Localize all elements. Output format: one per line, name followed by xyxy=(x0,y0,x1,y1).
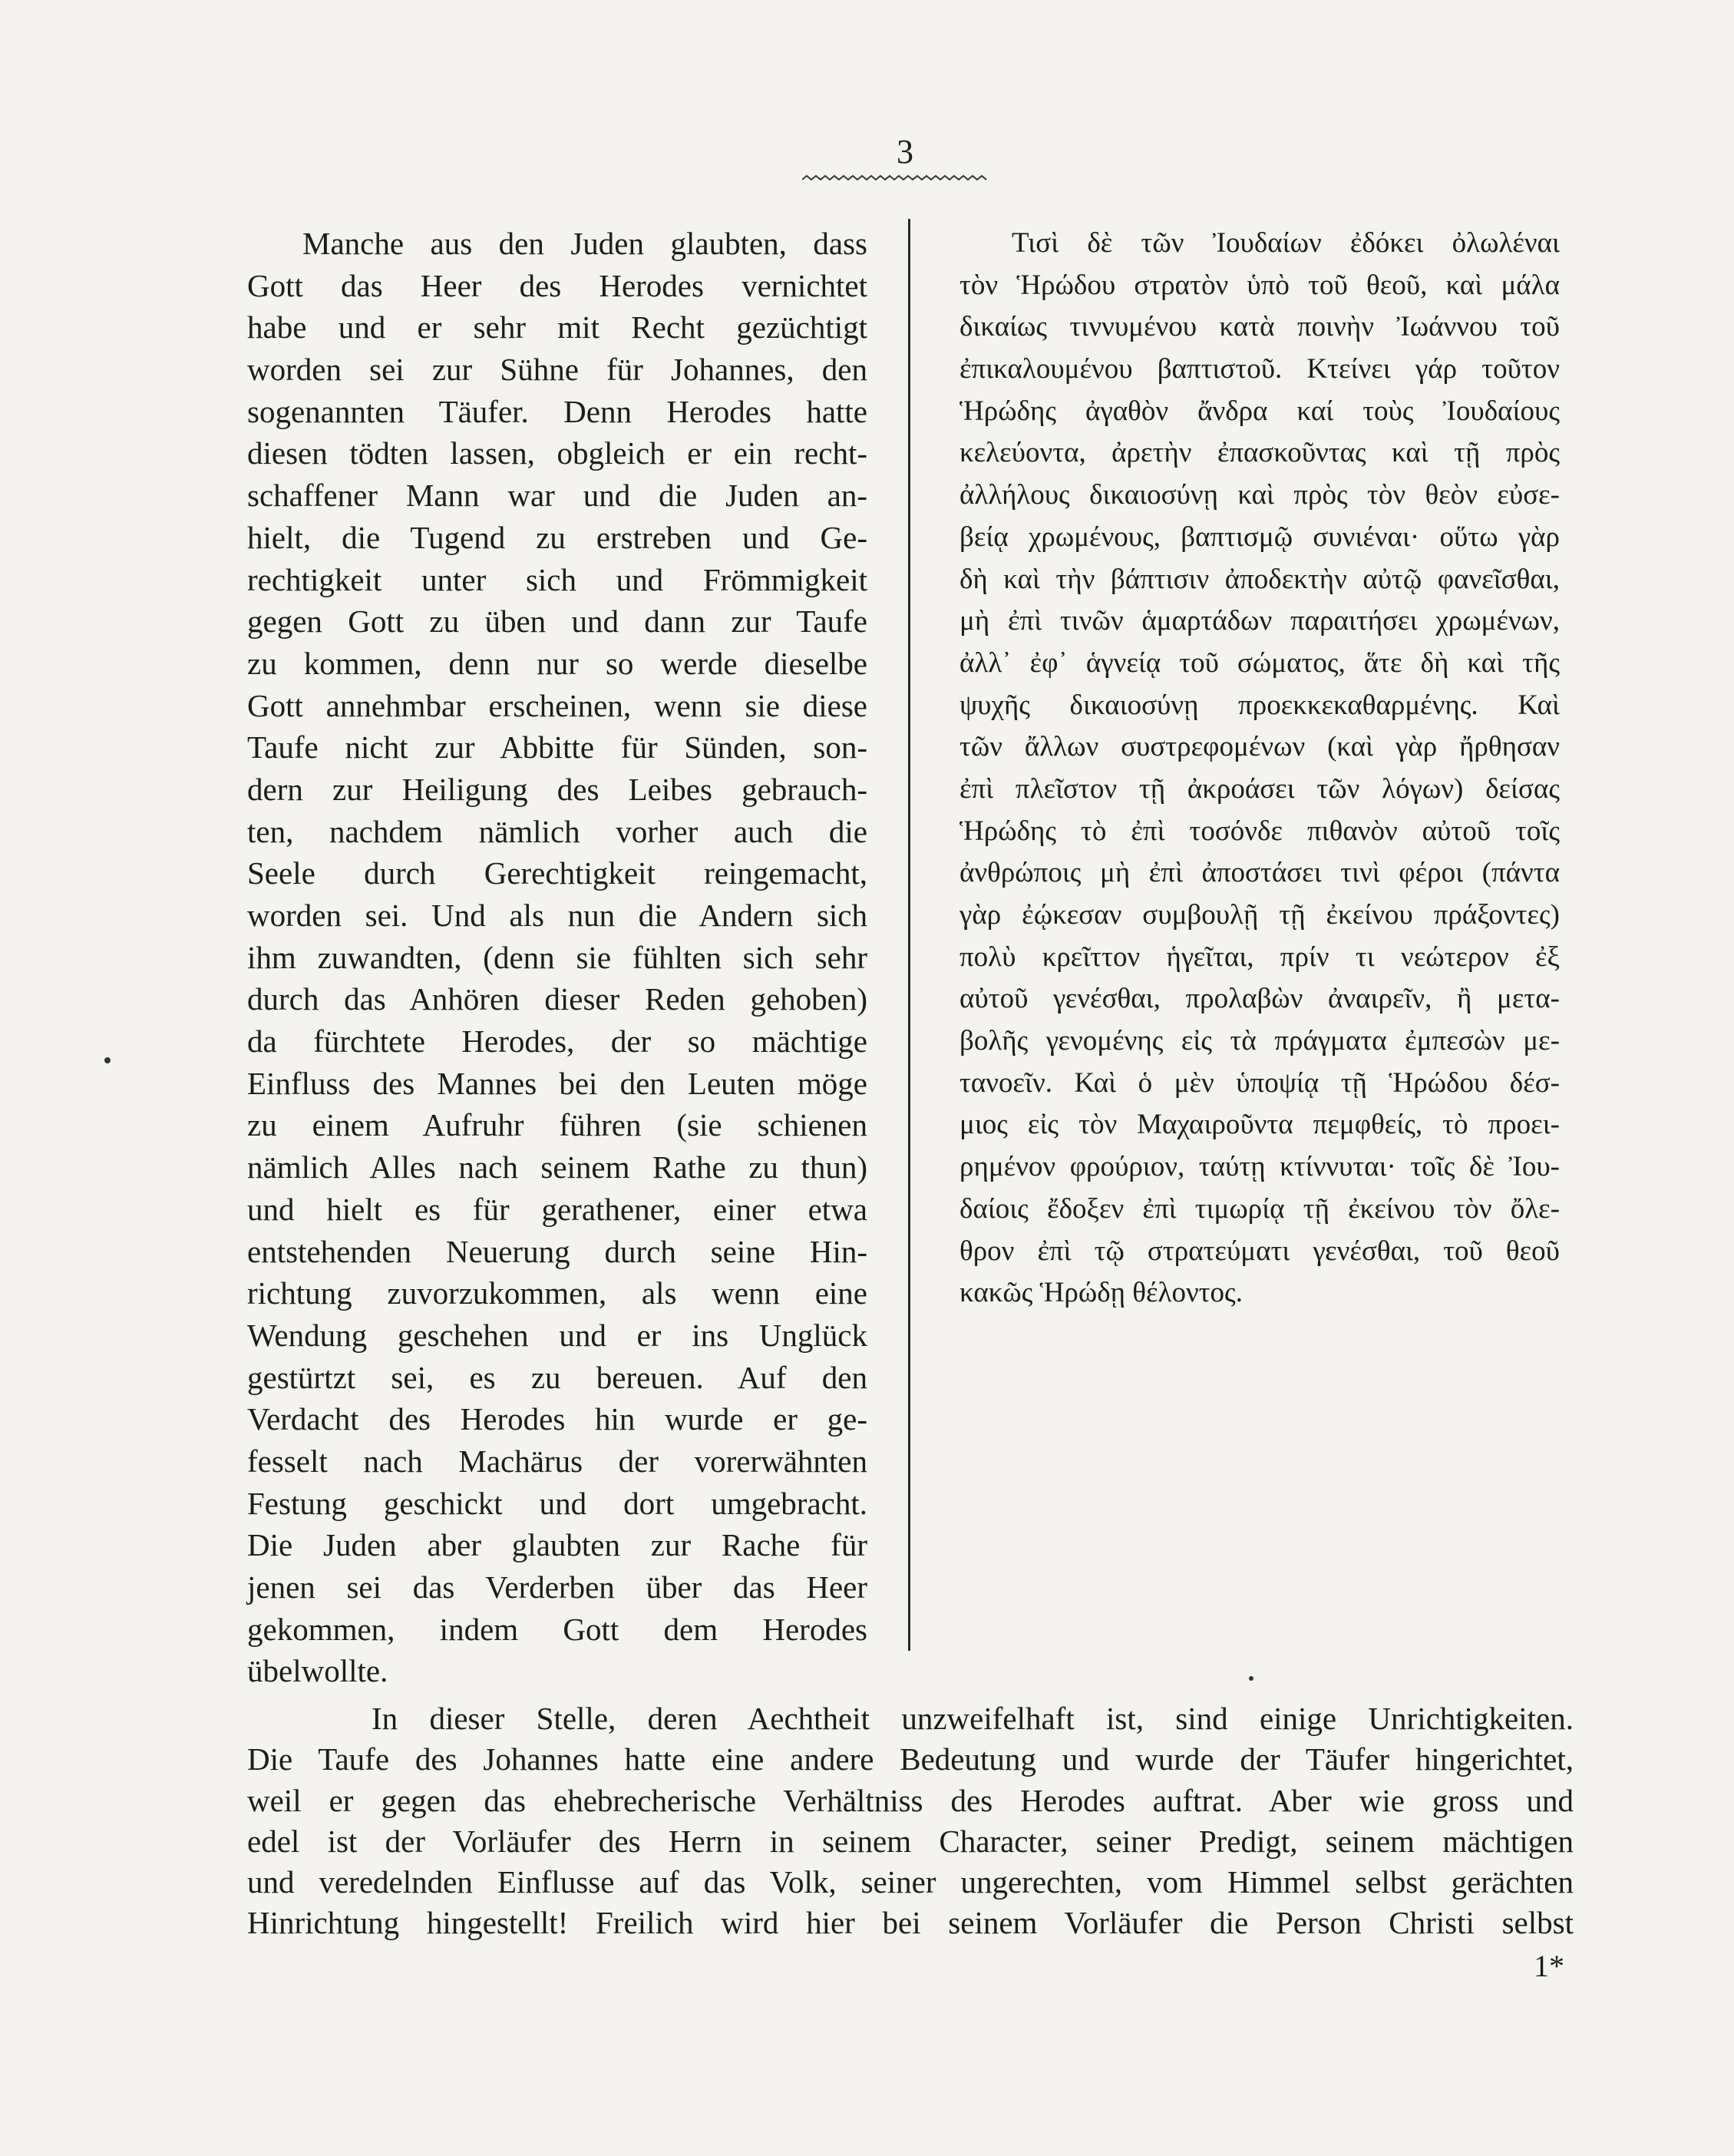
greek-line: δικαίως τιννυμένου κατὰ ποινὴν Ἰωάννου τοῦ xyxy=(959,311,1560,343)
commentary-line: Hinrichtung hingestellt! Freilich wird hier bei seinem Vorläufer die Person Christi selbst xyxy=(247,1905,1574,1941)
greek-line: ἀνθρώποις μὴ ἐπὶ ἀποστάσει τινὶ φέροι (πάντα xyxy=(959,857,1560,889)
commentary-line: Die Taufe des Johannes hatte eine andere Bedeutung und wurde der Täufer hingerichtet, xyxy=(247,1741,1574,1777)
german-line: ihm zuwandten, (denn sie fühlten sich sehr xyxy=(247,939,867,975)
column-divider xyxy=(908,219,910,1651)
greek-line: Ἡρώδης τὸ ἐπὶ τοσόνδε πιθανὸν αὐτοῦ τοῖς xyxy=(959,815,1560,847)
greek-line: ἐπικαλουμένου βαπτιστοῦ. Κτείνει γάρ τοῦτον xyxy=(959,353,1560,385)
greek-line: βείᾳ χρωμένους, βαπτισμῷ συνιέναι· οὕτω γὰρ xyxy=(959,521,1560,553)
commentary-line: edel ist der Vorläufer des Herrn in seinem Character, seiner Predigt, seinem mächtigen xyxy=(247,1823,1574,1859)
german-line: durch das Anhören dieser Reden gehoben) xyxy=(247,981,867,1017)
german-line: gekommen, indem Gott dem Herodes xyxy=(247,1611,867,1647)
german-line: gestürtzt sei, es zu bereuen. Auf den xyxy=(247,1359,867,1395)
greek-line: μιος εἰς τὸν Μαχαιροῦντα πεμφθείς, τὸ προει- xyxy=(959,1109,1560,1141)
commentary-line: weil er gegen das ehebrecherische Verhältniss des Herodes auftrat. Aber wie gross und xyxy=(247,1782,1574,1818)
german-line: habe und er sehr mit Recht gezüchtigt xyxy=(247,309,867,346)
german-line: Gott annehmbar erscheinen, wenn sie diese xyxy=(247,687,867,723)
commentary-line: In dieser Stelle, deren Aechtheit unzweifelhaft ist, sind einige Unrichtigkeiten. xyxy=(372,1701,1574,1736)
commentary-paragraph xyxy=(247,1698,1574,1944)
german-line: Seele durch Gerechtigkeit reingemacht, xyxy=(247,855,867,891)
greek-line: ρημένον φρούριον, ταύτῃ κτίννυται· τοῖς δὲ Ἰου- xyxy=(959,1151,1560,1183)
german-line: Taufe nicht zur Abbitte für Sünden, son- xyxy=(247,729,867,766)
greek-line: δαίοις ἔδοξεν ἐπὶ τιμωρίᾳ τῇ ἐκείνου τὸν ὄλε- xyxy=(959,1192,1560,1225)
greek-line: κελεύοντα, ἀρετὴν ἐπασκοῦντας καὶ τῇ πρὸς xyxy=(959,437,1560,469)
german-line: schaffener Mann war und die Juden an- xyxy=(247,478,867,514)
german-line: richtung zuvorzukommen, als wenn eine xyxy=(247,1275,867,1311)
german-line: nämlich Alles nach seinem Rathe zu thun) xyxy=(247,1149,867,1185)
greek-line: γὰρ ἐῴκεσαν συμβουλῇ τῇ ἐκείνου πράξοντες) xyxy=(959,899,1560,931)
german-line: Verdacht des Herodes hin wurde er ge- xyxy=(247,1401,867,1437)
greek-line: ἐπὶ πλεῖστον τῇ ἀκροάσει τῶν λόγων) δείσας xyxy=(959,772,1560,805)
greek-line: ψυχῆς δικαιοσύνῃ προεκκεκαθαρμένης. Καὶ xyxy=(959,689,1560,721)
greek-column xyxy=(959,223,1560,1314)
greek-line: μὴ ἐπὶ τινῶν ἁμαρτάδων παραιτήσει χρωμένων, xyxy=(959,605,1560,637)
greek-line: ἀλλ᾽ ἐφ᾽ ἁγνείᾳ τοῦ σώματος, ἅτε δὴ καὶ τῆς xyxy=(959,646,1560,679)
german-line: gegen Gott zu üben und dann zur Taufe xyxy=(247,603,867,640)
greek-line: τῶν ἄλλων συστρεφομένων (καὶ γὰρ ἤρθησαν xyxy=(959,731,1560,763)
commentary-line: und veredelnden Einflusse auf das Volk, seiner ungerechten, vom Himmel selbst gerächten xyxy=(247,1864,1574,1900)
german-line: worden sei zur Sühne für Johannes, den xyxy=(247,352,867,388)
greek-line: τανοεῖν. Καὶ ὁ μὲν ὑποψίᾳ τῇ Ἡρώδου δέσ- xyxy=(959,1066,1560,1099)
german-line: diesen tödten lassen, obgleich er ein recht- xyxy=(247,435,867,471)
stray-mark xyxy=(104,1057,111,1063)
wavy-ornament xyxy=(802,174,988,183)
german-line: worden sei. Und als nun die Andern sich xyxy=(247,898,867,933)
german-line: und hielt es für gerathener, einer etwa xyxy=(247,1191,867,1227)
german-line: entstehenden Neuerung durch seine Hin- xyxy=(247,1233,867,1269)
german-line: Festung geschickt und dort umgebracht. xyxy=(247,1485,867,1521)
stray-mark xyxy=(1249,1676,1253,1681)
german-line: zu kommen, denn nur so werde dieselbe xyxy=(247,645,867,681)
german-line: jenen sei das Verderben über das Heer xyxy=(247,1569,867,1605)
german-line: hielt, die Tugend zu erstreben und Ge- xyxy=(247,519,867,555)
greek-line: κακῶς Ἡρώδῃ θέλοντος. xyxy=(959,1277,1243,1309)
german-column xyxy=(247,223,867,1692)
page-number: 3 xyxy=(897,133,913,170)
german-line: übelwollte. xyxy=(247,1653,388,1689)
german-line: fesselt nach Machärus der vorerwähnten xyxy=(247,1443,867,1479)
german-line: Die Juden aber glaubten zur Rache für xyxy=(247,1527,867,1563)
german-line: da fürchtete Herodes, der so mächtige xyxy=(247,1023,867,1060)
german-line: zu einem Aufruhr führen (sie schienen xyxy=(247,1107,867,1143)
greek-line: βολῆς γενομένης εἰς τὰ πράγματα ἐμπεσὼν με- xyxy=(959,1025,1560,1057)
german-line: sogenannten Täufer. Denn Herodes hatte xyxy=(247,393,867,429)
german-line: rechtigkeit unter sich und Frömmigkeit xyxy=(247,561,867,597)
greek-line: πολὺ κρεῖττον ἡγεῖται, πρίν τι νεώτερον ἐξ xyxy=(959,941,1560,973)
german-line: dern zur Heiligung des Leibes gebrauch- xyxy=(247,771,867,807)
greek-line: τὸν Ἡρώδου στρατὸν ὑπὸ τοῦ θεοῦ, καὶ μάλα xyxy=(959,269,1560,301)
greek-line: Ἡρώδης ἀγαθὸν ἄνδρα καί τοὺς Ἰουδαίους xyxy=(959,395,1560,427)
german-line: Einfluss des Mannes bei den Leuten möge xyxy=(247,1065,867,1101)
german-line: Wendung geschehen und er ins Unglück xyxy=(247,1317,867,1353)
signature-mark: 1* xyxy=(1534,1949,1564,1983)
greek-line: αὐτοῦ γενέσθαι, προλαβὼν ἀναιρεῖν, ἢ μετα- xyxy=(959,983,1560,1015)
greek-line: δὴ καὶ τὴν βάπτισιν ἀποδεκτὴν αὐτῷ φανεῖσθαι, xyxy=(959,563,1560,595)
greek-line: ἀλλήλους δικαιοσύνῃ καὶ πρὸς τὸν θεὸν εὐσε- xyxy=(959,479,1560,511)
greek-line: θρον ἐπὶ τῷ στρατεύματι γενέσθαι, τοῦ θεοῦ xyxy=(959,1235,1560,1267)
greek-line: Τισὶ δὲ τῶν Ἰουδαίων ἐδόκει ὀλωλέναι xyxy=(1012,227,1560,259)
german-line: Manche aus den Juden glaubten, dass xyxy=(302,226,867,261)
german-line: ten, nachdem nämlich vorher auch die xyxy=(247,813,867,849)
german-line: Gott das Heer des Herodes vernichtet xyxy=(247,267,867,303)
